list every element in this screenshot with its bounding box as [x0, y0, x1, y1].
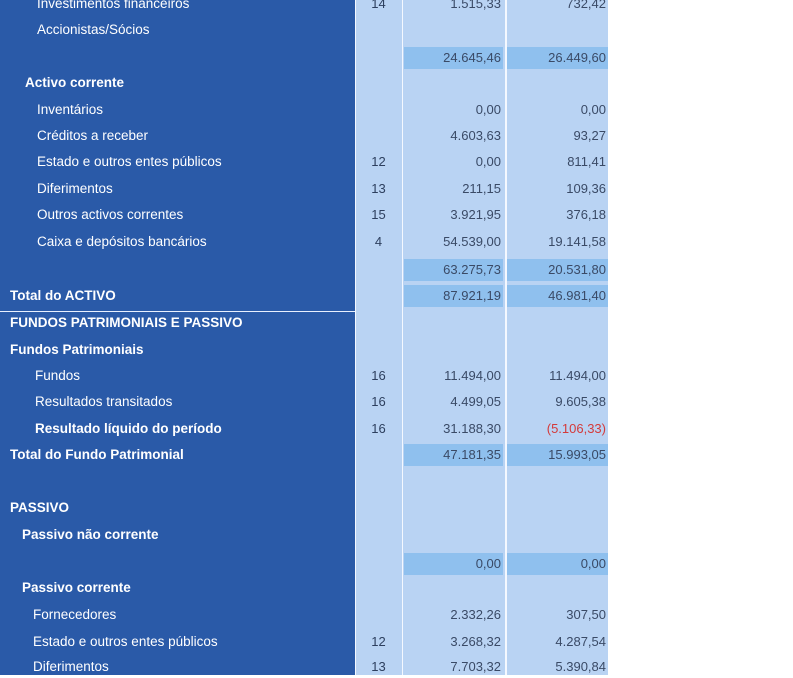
note-ref: 12	[371, 154, 386, 169]
table-row	[0, 365, 608, 387]
previous-year-value: 109,36	[566, 181, 606, 196]
previous-year-value: 11.494,00	[549, 368, 606, 383]
section-header	[0, 312, 608, 334]
previous-year-subtotal: 26.449,60	[507, 47, 608, 69]
note-ref: 15	[371, 207, 386, 222]
row-label: Resultados transitados	[35, 394, 173, 409]
current-year-total: 47.181,35	[404, 444, 503, 466]
section-title: Passivo corrente	[22, 580, 131, 595]
current-year-value: 2.332,26	[450, 607, 501, 622]
subtotal-row	[0, 47, 608, 69]
total-row	[0, 285, 608, 307]
current-year-value: 4.499,05	[450, 394, 501, 409]
table-row	[0, 178, 608, 200]
table-row	[0, 418, 608, 440]
section-title: Activo corrente	[25, 75, 125, 90]
previous-year-value: 93,27	[573, 128, 606, 143]
table-row	[0, 0, 608, 15]
previous-year-value: (5.106,33)	[546, 421, 606, 436]
note-ref: 16	[371, 421, 386, 436]
previous-year-value: 0,00	[580, 102, 606, 117]
section-title: Fundos Patrimoniais	[10, 342, 144, 357]
row-label: Estado e outros entes públicos	[33, 634, 218, 649]
subtotal-row	[0, 259, 608, 281]
previous-year-value: 811,41	[567, 154, 606, 169]
current-year-subtotal: 24.645,46	[404, 47, 503, 69]
subtotal-row	[0, 553, 608, 575]
table-row	[0, 151, 608, 173]
row-label: Resultado líquido do período	[35, 421, 222, 436]
current-year-value: 31.188,30	[443, 421, 501, 436]
current-year-subtotal: 63.275,73	[404, 259, 503, 281]
previous-year-value: 5.390,84	[555, 659, 606, 674]
row-label: Outros activos correntes	[37, 207, 184, 222]
current-year-subtotal: 0,00	[404, 553, 503, 575]
row-label: Diferimentos	[37, 181, 113, 196]
note-ref: 12	[371, 634, 386, 649]
note-ref: 13	[371, 181, 386, 196]
previous-year-total: 46.981,40	[507, 285, 608, 307]
current-year-value: 7.703,32	[450, 659, 501, 674]
current-year-value: 11.494,00	[444, 368, 501, 383]
note-ref: 16	[371, 394, 386, 409]
table-row	[0, 631, 608, 653]
row-label: Diferimentos	[33, 659, 109, 674]
table-row	[0, 204, 608, 226]
table-row	[0, 99, 608, 121]
total-label: Total do Fundo Patrimonial	[10, 447, 184, 462]
section-header	[0, 72, 608, 94]
previous-year-value: 4.287,54	[555, 634, 606, 649]
previous-year-value: 376,18	[566, 207, 606, 222]
note-ref: 16	[371, 368, 386, 383]
current-year-value: 0,00	[475, 154, 501, 169]
previous-year-value: 732,42	[566, 0, 606, 11]
row-label: Fundos	[35, 368, 81, 383]
current-year-value: 3.921,95	[450, 207, 501, 222]
previous-year-total: 15.993,05	[507, 444, 608, 466]
current-year-value: 211,15	[462, 181, 501, 196]
previous-year-value: 19.141,58	[548, 234, 606, 249]
row-label: Accionistas/Sócios	[37, 22, 150, 37]
section-title: FUNDOS PATRIMONIAIS E PASSIVO	[10, 315, 243, 330]
note-ref: 4	[374, 234, 383, 249]
current-year-value: 4.603,63	[450, 128, 501, 143]
table-row	[0, 125, 608, 147]
current-year-value: 3.268,32	[450, 634, 501, 649]
row-label: Fornecedores	[33, 607, 117, 622]
current-year-total: 87.921,19	[404, 285, 503, 307]
section-header	[0, 339, 608, 361]
current-year-value: 0,00	[475, 102, 501, 117]
section-title: Passivo não corrente	[22, 527, 159, 542]
previous-year-subtotal: 0,00	[507, 553, 608, 575]
row-label: Caixa e depósitos bancários	[37, 234, 207, 249]
current-year-value: 54.539,00	[443, 234, 501, 249]
previous-year-value: 307,50	[566, 607, 606, 622]
row-label: Investimentos financeiros	[37, 0, 190, 11]
total-label: Total do ACTIVO	[10, 288, 116, 303]
row-label: Estado e outros entes públicos	[37, 154, 222, 169]
table-row	[0, 604, 608, 626]
section-header	[0, 577, 608, 599]
previous-year-subtotal: 20.531,80	[507, 259, 608, 281]
total-row	[0, 444, 608, 466]
note-ref: 14	[371, 0, 386, 11]
previous-year-value: 9.605,38	[555, 394, 606, 409]
current-year-value: 1.515,33	[450, 0, 501, 11]
row-label: Inventários	[37, 102, 104, 117]
table-row	[0, 231, 608, 253]
table-row	[0, 19, 608, 41]
section-title: PASSIVO	[10, 500, 70, 515]
row-label: Créditos a receber	[37, 128, 149, 143]
table-row	[0, 391, 608, 413]
section-header	[0, 524, 608, 546]
note-ref: 13	[371, 659, 386, 674]
section-header	[0, 497, 608, 519]
